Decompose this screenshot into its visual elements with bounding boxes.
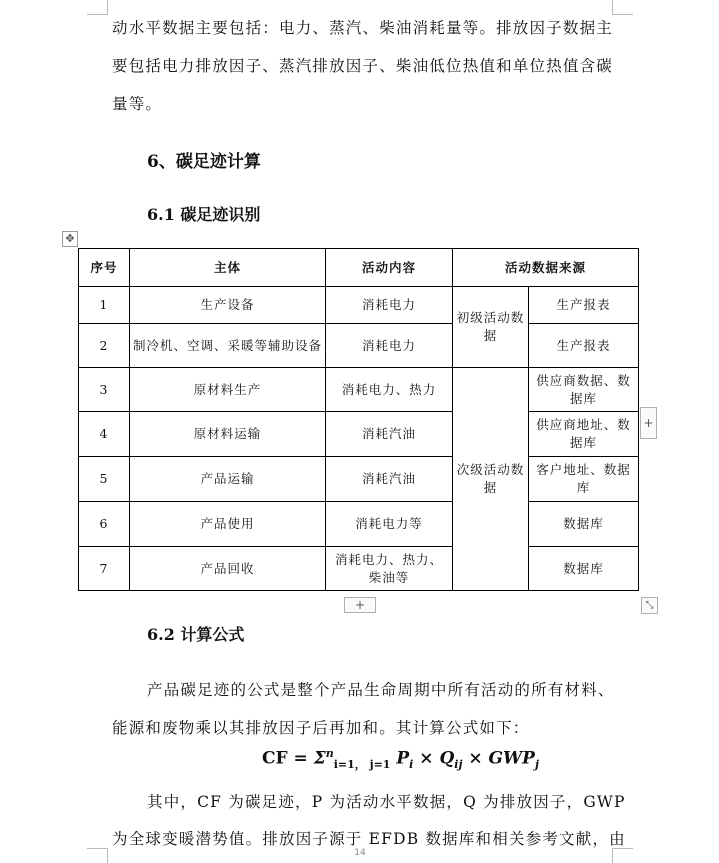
cell-no: 4 <box>79 412 130 457</box>
cell-subject: 产品运输 <box>130 457 326 502</box>
cell-group-primary: 初级活动数据 <box>453 287 529 368</box>
cell-subject: 原材料运输 <box>130 412 326 457</box>
cell-source: 供应商地址、数据库 <box>529 412 639 457</box>
subsection-heading: 6.1 碳足迹识别 <box>147 205 261 224</box>
table-header-row <box>79 249 639 287</box>
cell-no: 2 <box>79 324 130 368</box>
table-row <box>79 368 639 412</box>
resize-diagonal-icon[interactable]: ⤡ <box>641 597 658 614</box>
formula-q-sub: ij <box>454 758 463 772</box>
page-corner-mark-bottom-right <box>612 848 633 863</box>
formula-sigma-upper: n <box>325 747 334 760</box>
cell-activity: 消耗汽油 <box>326 457 453 502</box>
header-cell-subject: 主体 <box>130 249 326 287</box>
formula-gwp-sub: j <box>534 758 539 772</box>
paragraph-line: 动水平数据主要包括：电力、蒸汽、柴油消耗量等。排放因子数据主 <box>112 19 614 37</box>
cell-subject: 生产设备 <box>130 287 326 324</box>
table-row <box>79 287 639 324</box>
cell-subject: 制冷机、空调、采暖等辅助设备 <box>130 324 326 368</box>
cell-no: 6 <box>79 502 130 547</box>
formula-lhs: CF = <box>262 748 314 769</box>
move-arrows-icon[interactable]: ✥ <box>62 231 78 247</box>
cell-source: 数据库 <box>529 547 639 591</box>
header-cell-source: 活动数据来源 <box>453 249 639 287</box>
table-row <box>79 324 639 368</box>
section-heading: 6、碳足迹计算 <box>147 152 261 172</box>
add-column-plus-icon[interactable]: + <box>640 407 657 439</box>
formula-sigma-lower: i=1， j=1 <box>333 758 391 772</box>
cell-no: 1 <box>79 287 130 324</box>
cell-activity: 消耗汽油 <box>326 412 453 457</box>
paragraph-line: 要包括电力排放因子、蒸汽排放因子、柴油低位热值和单位热值含碳 <box>112 57 614 75</box>
cell-source: 生产报表 <box>529 287 639 324</box>
cell-activity: 消耗电力等 <box>326 502 453 547</box>
page-corner-mark-top-left <box>87 0 108 15</box>
cell-source: 供应商数据、数据库 <box>529 368 639 412</box>
cell-source: 数据库 <box>529 502 639 547</box>
paragraph-line: 能源和废物乘以其排放因子后再加和。其计算公式如下： <box>112 719 530 737</box>
cell-activity: 消耗电力 <box>326 287 453 324</box>
header-cell-activity: 活动内容 <box>326 249 453 287</box>
formula-times: × <box>462 748 489 769</box>
paragraph-line: 其中，CF 为碳足迹，P 为活动水平数据，Q 为排放因子，GWP <box>147 793 626 811</box>
table-row <box>79 547 639 591</box>
header-cell-no: 序号 <box>79 249 130 287</box>
formula-times: × <box>413 748 440 769</box>
cell-no: 3 <box>79 368 130 412</box>
cell-source: 客户地址、数据库 <box>529 457 639 502</box>
cell-no: 5 <box>79 457 130 502</box>
cell-activity: 消耗电力、热力、柴油等 <box>326 547 453 591</box>
cell-no: 7 <box>79 547 130 591</box>
table-row <box>79 457 639 502</box>
page-corner-mark-top-right <box>612 0 633 15</box>
cell-activity: 消耗电力 <box>326 324 453 368</box>
carbon-footprint-formula <box>262 747 539 772</box>
add-row-plus-icon[interactable]: + <box>344 597 376 613</box>
page-number: 14 <box>354 848 366 858</box>
cell-source: 生产报表 <box>529 324 639 368</box>
table-row <box>79 412 639 457</box>
paragraph-line: 量等。 <box>112 95 163 113</box>
cell-subject: 产品回收 <box>130 547 326 591</box>
page-corner-mark-bottom-left <box>87 848 108 863</box>
paragraph-line: 产品碳足迹的公式是整个产品生命周期中所有活动的所有材料、 <box>147 681 615 699</box>
formula-q: Q <box>439 748 455 769</box>
formula-p: P <box>396 748 410 769</box>
cell-activity: 消耗电力、热力 <box>326 368 453 412</box>
formula-p-sub: i <box>409 758 414 772</box>
cell-group-secondary: 次级活动数据 <box>453 368 529 591</box>
paragraph-line: 为全球变暖潜势值。排放因子源于 EFDB 数据库和相关参考文献，由 <box>112 830 626 848</box>
formula-gwp: GWP <box>488 748 535 769</box>
cell-subject: 产品使用 <box>130 502 326 547</box>
formula-sigma: Σ <box>313 748 326 769</box>
subsection-heading: 6.2 计算公式 <box>147 625 245 644</box>
table-row <box>79 502 639 547</box>
carbon-footprint-table <box>78 248 639 591</box>
cell-subject: 原材料生产 <box>130 368 326 412</box>
